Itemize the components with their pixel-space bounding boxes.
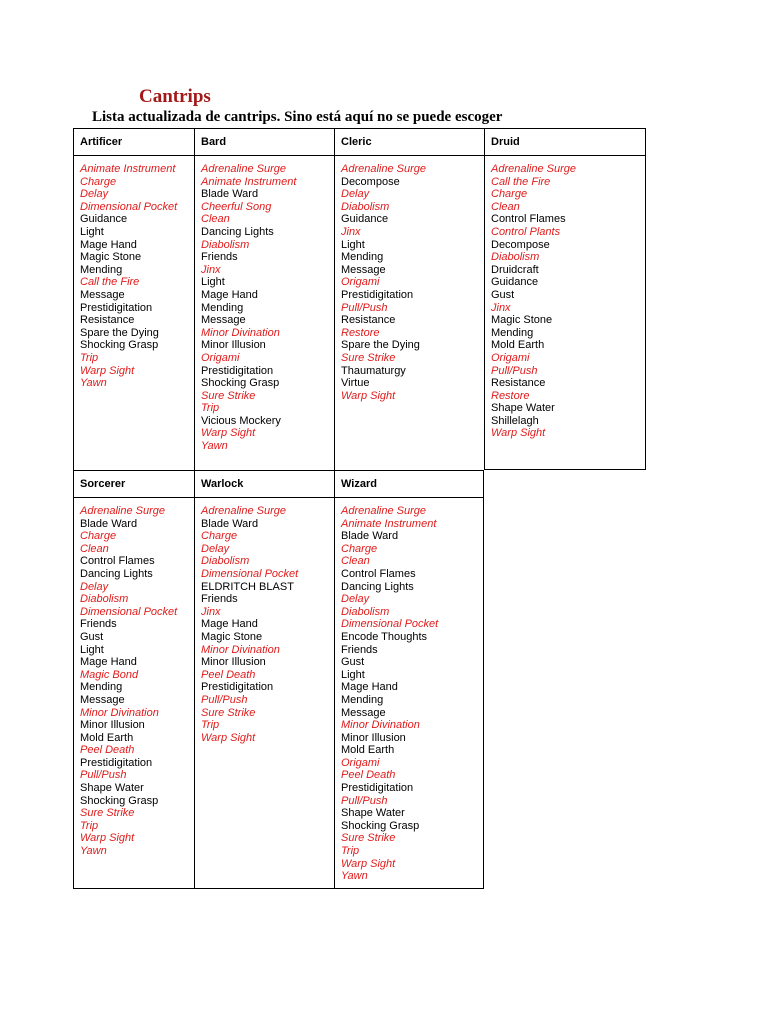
spell-item: Yawn bbox=[341, 870, 368, 883]
spell-item: Charge bbox=[80, 530, 117, 543]
spell-item: Mending bbox=[201, 301, 244, 314]
spell-item: Control Flames bbox=[341, 567, 416, 580]
spell-item: Minor Divination bbox=[80, 706, 159, 719]
spell-item: Jinx bbox=[491, 301, 511, 314]
spell-item: Delay bbox=[80, 580, 109, 593]
spell-item: Restore bbox=[491, 389, 530, 402]
spell-item: Diabolism bbox=[80, 593, 129, 606]
spell-item: Restore bbox=[341, 326, 380, 339]
spell-item: Prestidigitation bbox=[341, 782, 414, 795]
spell-item: Message bbox=[80, 693, 125, 706]
spell-item: Dancing Lights bbox=[80, 567, 153, 580]
spell-item: Prestidigitation bbox=[341, 288, 414, 301]
spell-item: Minor Illusion bbox=[201, 656, 266, 669]
spell-item: Diabolism bbox=[491, 251, 540, 264]
spell-item: Pull/Push bbox=[80, 769, 127, 782]
spell-item: Mending bbox=[341, 251, 384, 264]
spell-item: Shape Water bbox=[341, 807, 405, 820]
page-subtitle: Lista actualizada de cantrips. Sino está aquí no se puede escoger bbox=[92, 109, 503, 125]
column-header-bard: Bard bbox=[195, 129, 334, 156]
spell-item: Animate Instrument bbox=[341, 517, 437, 530]
spell-item: Diabolism bbox=[201, 238, 250, 251]
spell-item: Control Flames bbox=[80, 555, 155, 568]
spell-item: Animate Instrument bbox=[201, 175, 297, 188]
spell-item: Mold Earth bbox=[491, 339, 545, 352]
spell-item: Shocking Grasp bbox=[80, 339, 159, 352]
spell-item: Shocking Grasp bbox=[341, 819, 420, 832]
spell-item: Yawn bbox=[80, 377, 107, 390]
spell-item: Light bbox=[80, 225, 104, 238]
spell-item: Friends bbox=[201, 251, 238, 264]
spell-item: Resistance bbox=[341, 314, 396, 327]
spell-item: Spare the Dying bbox=[80, 326, 159, 339]
spell-item: Friends bbox=[80, 618, 117, 631]
spell-item: Pull/Push bbox=[491, 364, 538, 377]
spell-item: Warp Sight bbox=[341, 389, 396, 402]
spell-item: Shape Water bbox=[80, 782, 144, 795]
spell-item: Minor Divination bbox=[201, 326, 280, 339]
spell-item: Light bbox=[341, 668, 365, 681]
spell-item: Adrenaline Surge bbox=[201, 163, 287, 175]
spell-item: Virtue bbox=[341, 377, 370, 390]
spell-item: Mending bbox=[80, 681, 123, 694]
spell-item: Sure Strike bbox=[201, 389, 256, 402]
spell-item: Jinx bbox=[201, 263, 221, 276]
spell-item: Decompose bbox=[491, 238, 550, 251]
class-column-artificer bbox=[73, 128, 194, 470]
spell-item: Sure Strike bbox=[80, 807, 135, 820]
spell-item: Adrenaline Surge bbox=[341, 505, 427, 517]
spell-item: Gust bbox=[341, 656, 365, 669]
spell-item: Light bbox=[201, 276, 225, 289]
spell-item: Pull/Push bbox=[201, 693, 248, 706]
spell-item: Delay bbox=[341, 593, 370, 606]
spell-item: Decompose bbox=[341, 175, 400, 188]
spell-item: Dimensional Pocket bbox=[201, 567, 299, 580]
spell-item: Mold Earth bbox=[80, 731, 134, 744]
spell-item: Mage Hand bbox=[80, 656, 137, 669]
spell-item: Call the Fire bbox=[80, 276, 140, 289]
spell-item: Peel Death bbox=[201, 668, 256, 681]
spell-item: Mage Hand bbox=[80, 238, 137, 251]
spell-item: Control Plants bbox=[491, 225, 561, 238]
spell-item: Jinx bbox=[201, 605, 221, 618]
spell-list-sorcerer bbox=[74, 498, 194, 858]
spell-item: Cheerful Song bbox=[201, 200, 272, 213]
spell-list-bard bbox=[195, 156, 334, 453]
spell-item: Control Flames bbox=[491, 213, 566, 226]
spell-item: Sure Strike bbox=[341, 832, 396, 845]
spell-item: Pull/Push bbox=[341, 794, 388, 807]
column-header-wizard: Wizard bbox=[335, 471, 483, 498]
spell-item: Magic Stone bbox=[201, 630, 263, 643]
spell-item: Vicious Mockery bbox=[201, 414, 281, 427]
spell-item: Gust bbox=[491, 288, 515, 301]
spell-item: Yawn bbox=[80, 845, 107, 858]
page-title: Cantrips bbox=[139, 86, 211, 107]
spell-item: Delay bbox=[201, 542, 230, 555]
spell-item: Warp Sight bbox=[201, 427, 256, 440]
spell-item: Yawn bbox=[201, 440, 228, 453]
spell-item: Charge bbox=[341, 542, 378, 555]
spell-item: Blade Ward bbox=[201, 188, 259, 201]
spell-item: Trip bbox=[80, 819, 99, 832]
spell-item: Minor Illusion bbox=[341, 731, 406, 744]
spell-item: Dancing Lights bbox=[201, 225, 274, 238]
spell-item: Magic Bond bbox=[80, 668, 139, 681]
spell-item: Adrenaline Surge bbox=[201, 505, 287, 517]
spell-item: Minor Divination bbox=[341, 719, 420, 732]
spell-item: Clean bbox=[80, 542, 109, 555]
spell-item: Warp Sight bbox=[201, 731, 256, 744]
class-column-cleric bbox=[334, 128, 484, 470]
spell-item: Minor Divination bbox=[201, 643, 280, 656]
spell-item: Guidance bbox=[80, 213, 128, 226]
spell-item: Mage Hand bbox=[341, 681, 398, 694]
spell-item: Adrenaline Surge bbox=[491, 163, 577, 175]
spell-item: Message bbox=[80, 288, 125, 301]
spell-item: Trip bbox=[201, 402, 220, 415]
spell-item: Prestidigitation bbox=[201, 364, 274, 377]
spell-item: Trip bbox=[201, 719, 220, 732]
spell-item: Delay bbox=[341, 188, 370, 201]
spell-item: Druidcraft bbox=[491, 263, 539, 276]
spell-item: Dimensional Pocket bbox=[80, 605, 178, 618]
spell-item: Prestidigitation bbox=[201, 681, 274, 694]
spell-list-wizard bbox=[335, 498, 483, 883]
spell-item: Clean bbox=[491, 200, 520, 213]
spell-item: Animate Instrument bbox=[80, 163, 176, 175]
spell-item: Clean bbox=[341, 555, 370, 568]
spell-item: Sure Strike bbox=[201, 706, 256, 719]
column-header-druid: Druid bbox=[485, 129, 645, 156]
spell-item: Minor Illusion bbox=[80, 719, 145, 732]
spell-list-cleric bbox=[335, 156, 484, 402]
spell-item: Origami bbox=[201, 351, 240, 364]
spell-item: Gust bbox=[80, 630, 104, 643]
spell-item: Trip bbox=[341, 845, 360, 858]
class-column-warlock bbox=[194, 470, 334, 889]
spell-item: Warp Sight bbox=[341, 857, 396, 870]
spell-item: Magic Stone bbox=[491, 314, 553, 327]
spell-item: Minor Illusion bbox=[201, 339, 266, 352]
spell-item: Blade Ward bbox=[341, 530, 399, 543]
spell-item: Mage Hand bbox=[201, 618, 258, 631]
spell-item: Magic Stone bbox=[80, 251, 142, 264]
spell-item: Mage Hand bbox=[201, 288, 258, 301]
spell-item: Origami bbox=[341, 276, 380, 289]
spell-item: Diabolism bbox=[341, 200, 390, 213]
spell-item: Light bbox=[341, 238, 365, 251]
spell-item: Diabolism bbox=[201, 555, 250, 568]
spell-item: Mending bbox=[80, 263, 123, 276]
spell-item: Mending bbox=[341, 693, 384, 706]
spell-item: Guidance bbox=[341, 213, 389, 226]
spell-item: Resistance bbox=[491, 377, 546, 390]
spell-item: Light bbox=[80, 643, 104, 656]
spell-item: Dancing Lights bbox=[341, 580, 414, 593]
class-column-bard bbox=[194, 128, 334, 470]
spell-item: Charge bbox=[201, 530, 238, 543]
spell-item: Mold Earth bbox=[341, 744, 395, 757]
spell-item: Dimensional Pocket bbox=[80, 200, 178, 213]
spell-item: Shocking Grasp bbox=[80, 794, 159, 807]
spell-item: Thaumaturgy bbox=[341, 364, 406, 377]
spell-item: Call the Fire bbox=[491, 175, 551, 188]
spell-item: Shape Water bbox=[491, 402, 555, 415]
spell-item: Shillelagh bbox=[491, 414, 539, 427]
spell-item: Shocking Grasp bbox=[201, 377, 280, 390]
spell-item: Peel Death bbox=[80, 744, 135, 757]
spell-item: Prestidigitation bbox=[80, 756, 153, 769]
spell-item: Warp Sight bbox=[491, 427, 546, 440]
spell-item: Friends bbox=[201, 593, 238, 606]
spell-item: Diabolism bbox=[341, 605, 390, 618]
spell-item: Encode Thoughts bbox=[341, 630, 428, 643]
spell-item: Blade Ward bbox=[80, 517, 138, 530]
spell-item: Adrenaline Surge bbox=[80, 505, 166, 517]
spell-item: Clean bbox=[201, 213, 230, 226]
spell-item: Guidance bbox=[491, 276, 539, 289]
spell-item: Message bbox=[201, 314, 246, 327]
spell-item: Pull/Push bbox=[341, 301, 388, 314]
spell-item: Adrenaline Surge bbox=[341, 163, 427, 175]
spell-item: Origami bbox=[341, 756, 380, 769]
class-column-sorcerer bbox=[73, 470, 194, 889]
spell-list-druid bbox=[485, 156, 645, 440]
spell-item: Message bbox=[341, 706, 386, 719]
column-header-sorcerer: Sorcerer bbox=[74, 471, 194, 498]
spell-item: Jinx bbox=[341, 225, 361, 238]
class-column-wizard bbox=[334, 470, 484, 889]
spell-item: Friends bbox=[341, 643, 378, 656]
spell-item: Mending bbox=[491, 326, 534, 339]
spell-item: ELDRITCH BLAST bbox=[201, 580, 294, 593]
spell-item: Spare the Dying bbox=[341, 339, 420, 352]
column-header-warlock: Warlock bbox=[195, 471, 334, 498]
spell-list-artificer bbox=[74, 156, 194, 390]
spell-item: Charge bbox=[491, 188, 528, 201]
spell-item: Warp Sight bbox=[80, 832, 135, 845]
spell-item: Peel Death bbox=[341, 769, 396, 782]
spell-item: Warp Sight bbox=[80, 364, 135, 377]
spell-item: Trip bbox=[80, 351, 99, 364]
spell-item: Dimensional Pocket bbox=[341, 618, 439, 631]
spell-list-warlock bbox=[195, 498, 334, 744]
column-header-cleric: Cleric bbox=[335, 129, 484, 156]
class-column-druid bbox=[484, 128, 646, 470]
spell-item: Sure Strike bbox=[341, 351, 396, 364]
spell-item: Message bbox=[341, 263, 386, 276]
spell-item: Blade Ward bbox=[201, 517, 259, 530]
spell-item: Charge bbox=[80, 175, 117, 188]
spell-item: Prestidigitation bbox=[80, 301, 153, 314]
spell-item: Origami bbox=[491, 351, 530, 364]
spell-item: Delay bbox=[80, 188, 109, 201]
spell-item: Resistance bbox=[80, 314, 135, 327]
column-header-artificer: Artificer bbox=[74, 129, 194, 156]
